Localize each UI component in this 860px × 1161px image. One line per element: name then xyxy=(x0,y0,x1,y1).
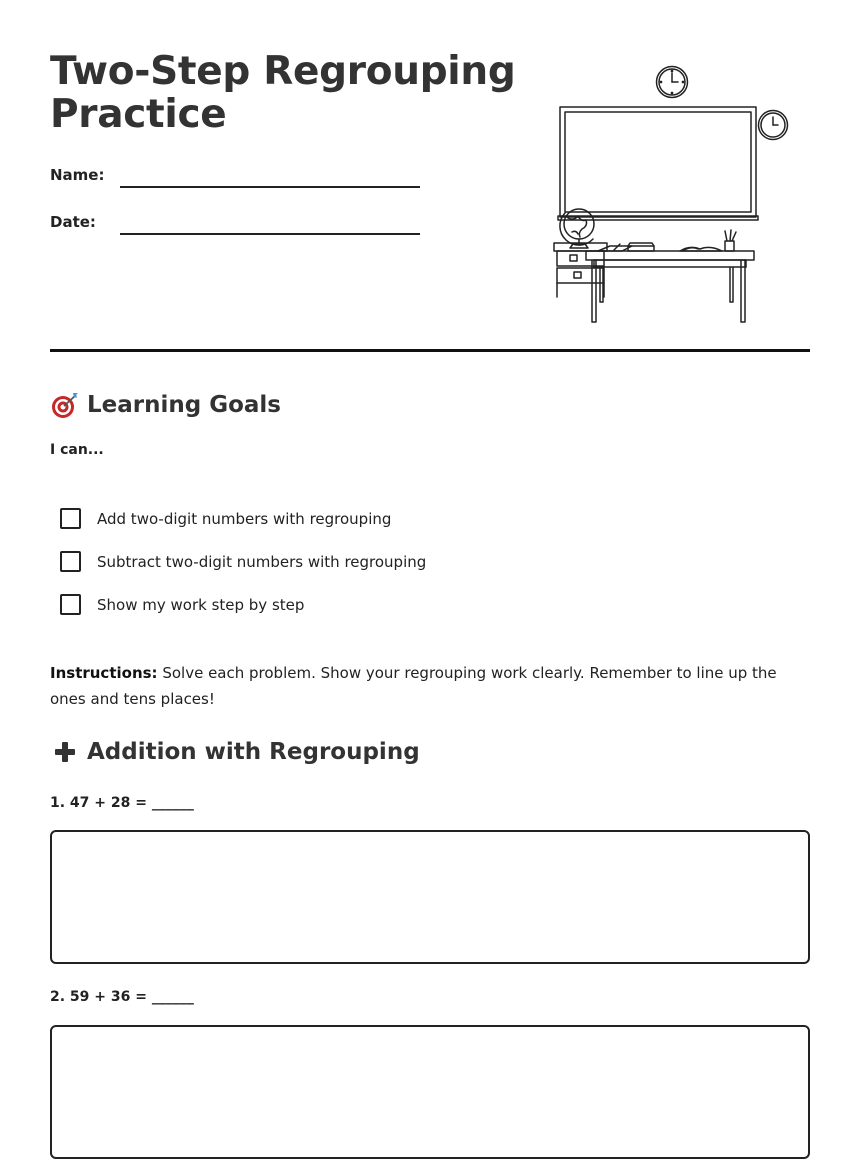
title-line-2: Practice xyxy=(50,92,227,137)
date-field[interactable] xyxy=(120,233,420,235)
learning-goals-heading xyxy=(50,390,281,420)
target-dart-icon xyxy=(50,390,80,420)
learning-goals-heading-text: Learning Goals xyxy=(87,392,281,418)
instructions-text: Solve each problem. Show your regrouping work clearly. Remember to line up the ones and tens places! xyxy=(50,664,777,708)
instructions-paragraph xyxy=(50,660,810,712)
goal-item xyxy=(60,508,391,529)
work-area[interactable] xyxy=(50,1025,810,1159)
title-line-1: Two-Step Regrouping xyxy=(50,49,516,94)
goal-item xyxy=(60,594,304,615)
page-title xyxy=(50,50,515,136)
instructions-label: Instructions: xyxy=(50,664,158,682)
name-field[interactable] xyxy=(120,186,420,188)
globe-icon xyxy=(560,209,594,248)
addition-heading-text: Addition with Regrouping xyxy=(87,739,420,765)
header-divider xyxy=(50,349,810,352)
goal-checkbox[interactable] xyxy=(60,508,81,529)
goal-text: Add two-digit numbers with regrouping xyxy=(97,509,392,528)
work-area[interactable] xyxy=(50,830,810,964)
addition-heading xyxy=(50,737,420,767)
date-label: Date: xyxy=(50,213,96,231)
goal-item xyxy=(60,551,426,572)
problem-label: 2. 59 + 36 = ______ xyxy=(50,989,194,1005)
name-label: Name: xyxy=(50,166,105,184)
whiteboard-icon xyxy=(558,107,758,220)
plus-icon xyxy=(50,737,80,767)
goal-text: Subtract two-digit numbers with regrouping xyxy=(97,552,427,571)
wall-clock-icon xyxy=(657,67,688,98)
goal-checkbox[interactable] xyxy=(60,594,81,615)
wall-clock-icon xyxy=(759,111,788,140)
problem-label: 1. 47 + 28 = ______ xyxy=(50,795,194,811)
goal-checkbox[interactable] xyxy=(60,551,81,572)
classroom-illustration xyxy=(548,62,798,330)
teacher-desk-icon xyxy=(586,230,754,322)
i-can-label: I can... xyxy=(50,442,104,458)
goal-text: Show my work step by step xyxy=(97,595,305,614)
